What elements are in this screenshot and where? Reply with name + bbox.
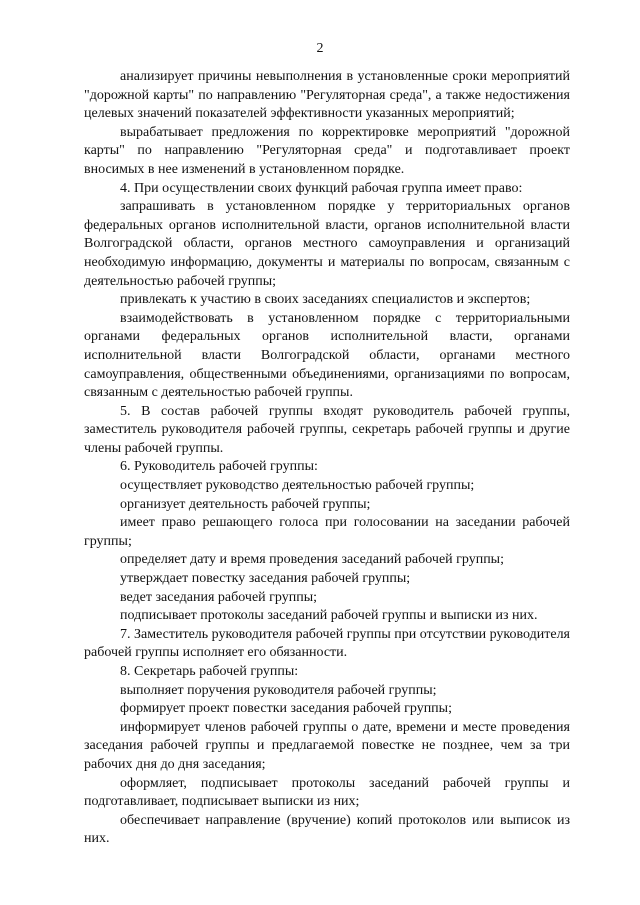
paragraph: ведет заседания рабочей группы; xyxy=(120,589,317,605)
paragraph: вырабатывает предложения по корректировке мероприятий "дорожной карты" по направлению "Регуляторная среда" и подготавливает проект вносимых в нее изменений в установленном порядке. xyxy=(84,124,570,177)
paragraph: 5. В состав рабочей группы входят руководитель рабочей группы, заместитель руководителя рабочей группы, секретарь рабочей группы и другие члены рабочей группы. xyxy=(84,403,570,456)
paragraph: подписывает протоколы заседаний рабочей группы и выписки из них. xyxy=(120,608,538,624)
paragraph: анализирует причины невыполнения в установленные сроки мероприятий "дорожной карты" по направлению "Регуляторная среда", а также недостижения целевых значений показателей эффективности указанных мероприятий; xyxy=(84,69,570,122)
paragraph: обеспечивает направление (вручение) копий протоколов или выписок из них. xyxy=(84,812,570,847)
paragraph: формирует проект повестки заседания рабочей группы; xyxy=(120,701,452,717)
paragraph: запрашивать в установленном порядке у территориальных органов федеральных органов исполнительной власти, органов исполнительной власти Волгоградской области, органов местного самоуправления и организаций необходимую информацию, документы и материалы по вопросам, связанным с деятельностью рабочей группы; xyxy=(84,199,570,289)
paragraph: организует деятельность рабочей группы; xyxy=(120,496,371,512)
paragraph: 7. Заместитель руководителя рабочей группы при отсутствии руководителя рабочей группы исполняет его обязанности. xyxy=(84,626,570,661)
paragraph: осуществляет руководство деятельностью рабочей группы; xyxy=(120,478,475,494)
section-heading: 8. Секретарь рабочей группы: xyxy=(120,664,299,679)
document-body xyxy=(84,68,570,849)
page-number: 2 xyxy=(316,41,324,56)
paragraph: взаимодействовать в установленном порядке с территориальными органами федеральных органов исполнительной власти, органами исполнительной власти Волгоградской области, органами местного самоуправления, общественными объединениями, организациями по вопросам, связанным с деятельностью рабочей группы. xyxy=(84,310,570,401)
paragraph: определяет дату и время проведения заседаний рабочей группы; xyxy=(120,552,504,568)
paragraph: привлекать к участию в своих заседаниях специалистов и экспертов; xyxy=(120,292,531,308)
paragraph: утверждает повестку заседания рабочей группы; xyxy=(120,571,411,587)
paragraph: выполняет поручения руководителя рабочей группы; xyxy=(120,682,437,698)
paragraph: информирует членов рабочей группы о дате, времени и месте проведения заседания рабочей группы и предлагаемой повестке не позднее, чем за три рабочих дня до дня заседания; xyxy=(84,719,570,772)
section-heading: 4. При осуществлении своих функций рабочая группа имеет право: xyxy=(120,180,523,196)
paragraph: имеет право решающего голоса при голосовании на заседании рабочей группы; xyxy=(84,515,570,549)
section-heading: 6. Руководитель рабочей группы: xyxy=(120,459,318,475)
paragraph: оформляет, подписывает протоколы заседаний рабочей группы и подготавливает, подписывает выписки из них; xyxy=(84,775,570,810)
